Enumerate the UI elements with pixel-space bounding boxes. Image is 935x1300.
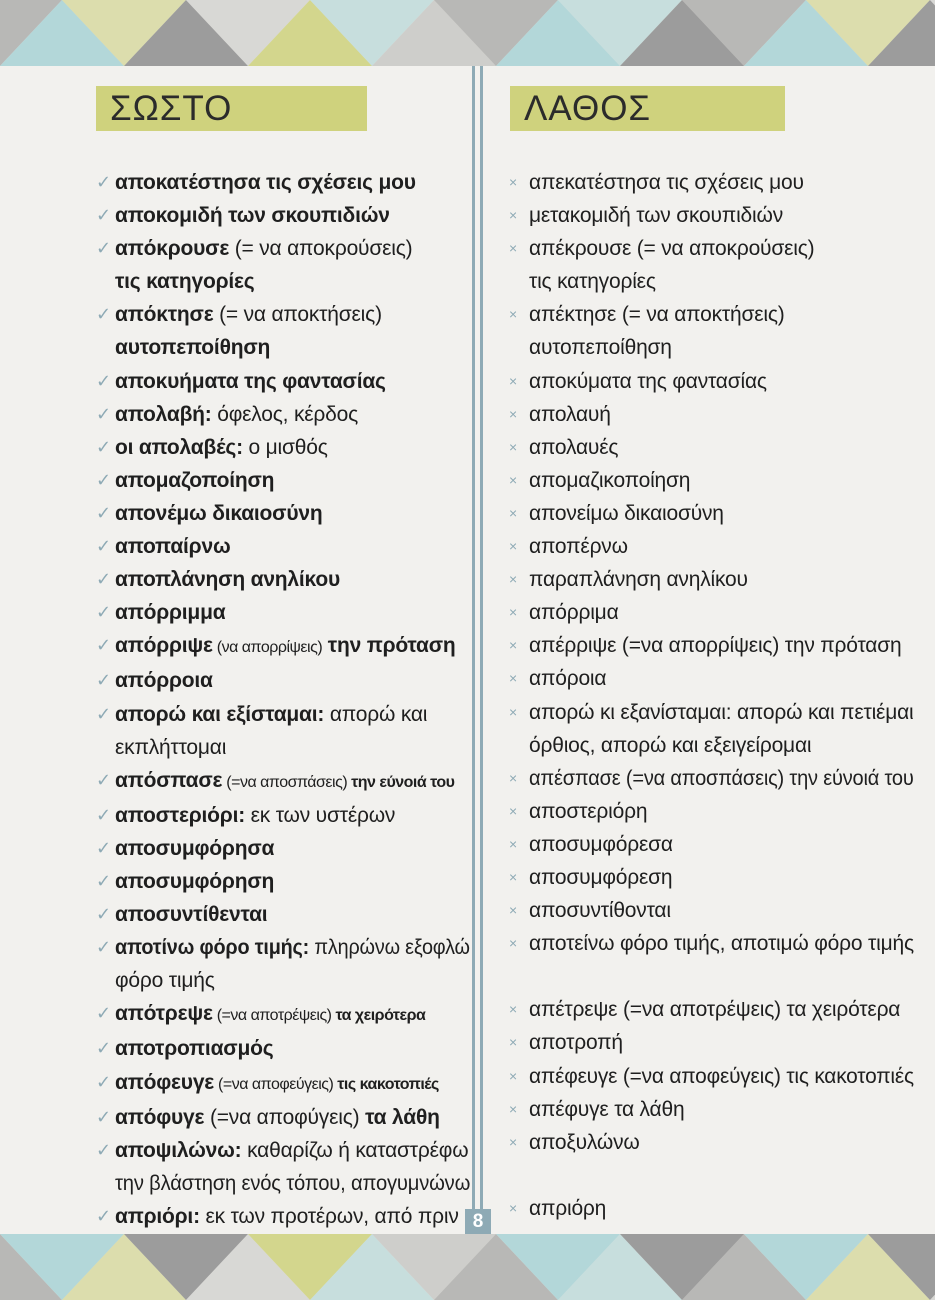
entry-line (529, 629, 914, 662)
entry-text: αποτείνω φόρο τιμής, αποτιμώ φόρο τιμής (529, 932, 914, 956)
check-icon: ✓ (96, 238, 111, 259)
list-item (504, 1126, 914, 1159)
entry-text: απέσπασε (=να αποσπάσεις) την εύνοιά του (529, 766, 914, 790)
term-text: απόκτησε (115, 303, 214, 327)
list-item (90, 563, 470, 596)
entry-text: απορώ και (324, 702, 428, 726)
entry-text: απριόρη (529, 1196, 607, 1220)
entry-line-continued (115, 331, 470, 364)
page-number: 8 (465, 1209, 491, 1235)
term-text: οι απολαβές: (115, 435, 243, 459)
x-mark-icon: × (509, 372, 517, 389)
list-item (90, 365, 470, 398)
entry-line (529, 696, 914, 729)
list-item (90, 799, 470, 832)
entry-line (115, 764, 470, 799)
entry-text: απορώ κι εξανίσταμαι: απορώ και πετιέμαι (529, 700, 914, 724)
entry-text: αποσυμφόρεση (529, 865, 673, 889)
check-icon: ✓ (96, 502, 111, 523)
entry-text: απέκτησε (= να αποκτήσεις) (529, 303, 785, 327)
list-item (90, 199, 470, 232)
entry-text: εκπλήττομαι (115, 735, 227, 759)
term-text: αποκομιδή των σκουπιδιών (115, 204, 390, 228)
list-item (90, 232, 470, 298)
term-text: απότρεψε (115, 1002, 213, 1026)
check-icon: ✓ (96, 670, 111, 691)
term-text: απόσπασε (115, 768, 223, 792)
triangle-pattern-bottom (0, 1234, 935, 1300)
entry-line (115, 997, 470, 1032)
check-icon: ✓ (96, 304, 111, 325)
entry-line (115, 898, 470, 931)
check-icon: ✓ (96, 205, 111, 226)
check-icon: ✓ (96, 569, 111, 590)
term-text: απόρριμμα (115, 601, 226, 625)
list-item (504, 696, 914, 762)
entry-line (529, 166, 914, 199)
list-item (504, 199, 914, 232)
entry-line (529, 232, 914, 265)
column-divider (472, 66, 484, 1234)
entry-text: απολαυές (529, 435, 619, 459)
x-mark-icon: × (509, 207, 517, 224)
term-text: απόφευγε (115, 1070, 215, 1094)
list-item (504, 861, 914, 894)
check-icon: ✓ (96, 635, 111, 656)
term-text: την εύνοιά του (351, 773, 455, 791)
x-mark-icon: × (509, 835, 517, 852)
entry-line (115, 497, 470, 530)
list-item (504, 563, 914, 596)
list-item (90, 530, 470, 563)
list-item (90, 997, 470, 1032)
list-item (504, 298, 914, 364)
entry-line (115, 865, 470, 898)
check-icon: ✓ (96, 1139, 111, 1160)
term-text: αποκατέστησα τις σχέσεις μου (115, 171, 416, 194)
list-item (90, 629, 470, 664)
term-text: απολαβή: (115, 402, 212, 426)
term-text: τις κακοτοπιές (333, 1075, 439, 1093)
x-mark-icon: × (509, 405, 517, 422)
x-mark-icon: × (509, 1133, 517, 1150)
bottom-decorative-band (0, 1234, 935, 1300)
list-item (90, 1066, 470, 1101)
list-item (90, 832, 470, 865)
entry-text: αποτροπή (529, 1031, 623, 1055)
x-mark-icon: × (509, 637, 517, 654)
list-item (504, 762, 914, 795)
list-item (90, 898, 470, 931)
list-item (90, 1134, 470, 1200)
x-mark-icon: × (509, 670, 517, 687)
entry-line (529, 1093, 914, 1126)
x-mark-icon: × (509, 306, 517, 323)
list-item (90, 664, 470, 697)
entry-line (115, 298, 470, 331)
list-item (504, 530, 914, 563)
entry-text: (= να αποκτήσεις) (213, 303, 382, 327)
list-item (504, 828, 914, 861)
list-item (90, 698, 470, 764)
x-mark-icon: × (509, 1034, 517, 1051)
list-item (504, 464, 914, 497)
x-mark-icon: × (509, 1067, 517, 1084)
entry-text: εκ των υστέρων (245, 803, 396, 827)
entry-line (529, 596, 914, 629)
entry-text: ο μισθός (242, 435, 328, 459)
entry-line-continued (115, 964, 470, 997)
entry-line (529, 795, 914, 828)
list-item (90, 431, 470, 464)
entry-line (529, 1026, 914, 1059)
x-mark-icon: × (509, 1100, 517, 1117)
list-item (504, 1026, 914, 1059)
entry-text: αυτοπεποίθηση (529, 336, 672, 360)
term-text: απόκρουσε (115, 237, 230, 261)
list-item (90, 931, 470, 997)
entry-line (115, 398, 470, 431)
term-text: αποκυήματα της φαντασίας (115, 369, 386, 393)
entry-text: (=να αποσπάσεις) (222, 773, 352, 791)
term-text: την πρόταση (322, 634, 456, 658)
term-text: αποπαίρνω (115, 535, 231, 559)
entry-text: απομαζικοποίηση (529, 468, 691, 492)
list-item (90, 596, 470, 629)
term-text: αποτίνω φόρο τιμής: (115, 936, 310, 960)
entry-text: αποστεριόρη (529, 799, 648, 823)
entry-line (115, 365, 470, 398)
entry-line (529, 927, 914, 960)
x-mark-icon: × (509, 504, 517, 521)
check-icon: ✓ (96, 1106, 111, 1127)
list-item (90, 1200, 470, 1233)
entry-text: αποκύματα της φαντασίας (529, 369, 767, 393)
x-mark-icon: × (509, 868, 517, 885)
list-item (90, 497, 470, 530)
list-item (504, 795, 914, 828)
entry-line-continued (529, 331, 914, 364)
entry-text: παραπλάνηση ανηλίκου (529, 568, 748, 592)
entry-line (115, 431, 470, 464)
term-text: απονέμω δικαιοσύνη (115, 501, 323, 525)
entry-line-continued (115, 265, 470, 298)
entry-line (529, 298, 914, 331)
entry-line (115, 1101, 470, 1134)
check-icon: ✓ (96, 1205, 111, 1226)
entry-text: αποξυλώνω (529, 1130, 640, 1154)
list-item (504, 431, 914, 464)
check-icon: ✓ (96, 1038, 111, 1059)
list-item (504, 596, 914, 629)
check-icon: ✓ (96, 436, 111, 457)
list-item (504, 927, 914, 960)
entry-text: (να απορρίψεις) (212, 639, 323, 657)
list-spacer (504, 1159, 914, 1192)
list-item (90, 1032, 470, 1065)
list-item (90, 464, 470, 497)
entry-line (529, 1192, 914, 1225)
check-icon: ✓ (96, 370, 111, 391)
entry-text: φόρο τιμής (115, 969, 215, 993)
entry-line (115, 931, 470, 964)
list-item (90, 865, 470, 898)
check-icon: ✓ (96, 769, 111, 790)
check-icon: ✓ (96, 904, 111, 925)
triangle-pattern-top (0, 0, 935, 66)
entry-text: (=να αποτρέψεις) (212, 1007, 332, 1025)
entry-line (529, 563, 914, 596)
entry-text: απέρριψε (=να απορρίψεις) την πρόταση (529, 634, 902, 658)
entry-line (115, 464, 470, 497)
entry-line (529, 199, 914, 232)
x-mark-icon: × (509, 538, 517, 555)
entry-line (529, 894, 914, 927)
entry-text: (= να αποκρούσεις) (229, 237, 413, 261)
entry-line (529, 861, 914, 894)
x-mark-icon: × (509, 438, 517, 455)
entry-text: την βλάστηση ενός τόπου, απογυμνώνω (115, 1171, 471, 1195)
check-icon: ✓ (96, 469, 111, 490)
entry-text: απόροια (529, 667, 607, 691)
entry-line (115, 1200, 470, 1233)
entry-line (115, 664, 470, 697)
check-icon: ✓ (96, 837, 111, 858)
top-decorative-band (0, 0, 935, 66)
entry-text: απεκατέστησα τις σχέσεις μου (529, 171, 804, 194)
entry-line-continued (529, 265, 914, 298)
list-item (504, 1093, 914, 1126)
check-icon: ✓ (96, 1071, 111, 1092)
correct-column (90, 86, 470, 1233)
divider-rail (472, 66, 475, 1234)
entry-text: καθαρίζω ή καταστρέφω (241, 1138, 469, 1162)
entry-line (115, 832, 470, 865)
list-item (90, 398, 470, 431)
entry-line (529, 365, 914, 398)
entry-text: απολαυή (529, 402, 611, 426)
term-text: τις κατηγορίες (115, 270, 255, 294)
check-icon: ✓ (96, 602, 111, 623)
term-text: απορώ και εξίσταμαι: (115, 702, 325, 726)
wrong-heading: ΛΑΘΟΣ (510, 86, 785, 131)
term-text: αποσυντίθενται (115, 903, 268, 927)
term-text: αποπλάνηση ανηλίκου (115, 568, 341, 592)
entry-text: (=να αποφεύγεις) (214, 1075, 334, 1093)
entry-line (529, 398, 914, 431)
entry-line (529, 828, 914, 861)
x-mark-icon: × (509, 935, 517, 952)
x-mark-icon: × (509, 471, 517, 488)
entry-line (529, 530, 914, 563)
entry-text: τις κατηγορίες (529, 270, 656, 294)
entry-line (115, 698, 470, 731)
entry-line-continued (115, 1167, 471, 1200)
term-text: τα λάθη (365, 1105, 440, 1129)
term-text: αποσυμφόρηση (115, 869, 275, 893)
entry-text: αποπέρνω (529, 535, 628, 559)
correct-heading: ΣΩΣΤΟ (96, 86, 367, 131)
entry-text: αποσυμφόρεσα (529, 832, 673, 856)
term-text: αποστεριόρι: (115, 803, 246, 827)
list-item (504, 1192, 914, 1225)
list-item (504, 398, 914, 431)
entry-line-continued (115, 731, 470, 764)
term-text: αυτοπεποίθηση (115, 336, 271, 360)
entry-text: (=να αποφύγεις) (204, 1105, 366, 1129)
entry-line (529, 497, 914, 530)
x-mark-icon: × (509, 703, 517, 720)
entry-text: μετακομιδή των σκουπιδιών (529, 204, 783, 228)
x-mark-icon: × (509, 1001, 517, 1018)
list-item (504, 894, 914, 927)
check-icon: ✓ (96, 1003, 111, 1024)
term-text: απριόρι: (115, 1204, 200, 1228)
check-icon: ✓ (96, 536, 111, 557)
entry-text: απέφευγε (=να αποφεύγεις) τις κακοτοπιές (529, 1064, 914, 1088)
term-text: απόφυγε (115, 1105, 205, 1129)
entry-text: απόρριμα (529, 601, 619, 625)
wrong-list (504, 166, 914, 1225)
check-icon: ✓ (96, 937, 111, 958)
list-item (504, 166, 914, 199)
list-item (504, 662, 914, 695)
entry-text: όφελος, κέρδος (211, 402, 359, 426)
entry-line-continued (529, 729, 914, 762)
term-text: τα χειρότερα (331, 1007, 426, 1025)
list-item (504, 232, 914, 298)
term-text: αποσυμφόρησα (115, 836, 275, 860)
x-mark-icon: × (509, 802, 517, 819)
list-item (90, 166, 470, 199)
entry-line (115, 799, 470, 832)
term-text: απόρριψε (115, 634, 213, 658)
x-mark-icon: × (509, 240, 517, 257)
x-mark-icon: × (509, 174, 517, 190)
x-mark-icon: × (509, 1199, 517, 1216)
entry-line (115, 232, 470, 265)
entry-text: απέτρεψε (=να αποτρέψεις) τα χειρότερα (529, 998, 901, 1022)
entry-text: αποσυντίθονται (529, 899, 671, 923)
entry-line (115, 629, 470, 664)
term-text: απόρροια (115, 669, 213, 693)
check-icon: ✓ (96, 703, 111, 724)
list-item (90, 764, 470, 799)
x-mark-icon: × (509, 571, 517, 588)
entry-text: απέκρουσε (= να αποκρούσεις) (529, 237, 815, 261)
entry-line (529, 762, 914, 795)
list-item (504, 365, 914, 398)
entry-line (115, 530, 470, 563)
entry-text: όρθιος, απορώ και εξειγείρομαι (529, 733, 812, 757)
entry-line (115, 166, 470, 199)
entry-line (115, 563, 470, 596)
term-text: απομαζοποίηση (115, 468, 275, 492)
entry-text: απέφυγε τα λάθη (529, 1097, 685, 1121)
term-text: αποψιλώνω: (115, 1138, 242, 1162)
entry-line (529, 993, 914, 1026)
entry-text: απονείμω δικαιοσύνη (529, 501, 724, 525)
entry-line (529, 1126, 914, 1159)
x-mark-icon: × (509, 604, 517, 621)
list-item (504, 993, 914, 1026)
entry-line (529, 431, 914, 464)
entry-line (115, 596, 470, 629)
divider-rail (480, 66, 483, 1234)
term-text: αποτροπιασμός (115, 1037, 274, 1061)
x-mark-icon: × (509, 902, 517, 919)
entry-line (529, 464, 914, 497)
entry-text: πληρώνω εξοφλώ (309, 936, 470, 960)
x-mark-icon: × (509, 769, 517, 786)
entry-line (115, 1066, 470, 1101)
entry-line (115, 199, 470, 232)
entry-line (115, 1134, 470, 1167)
correct-list (90, 166, 470, 1233)
list-spacer (504, 960, 914, 993)
entry-text: εκ των προτέρων, από πριν (199, 1204, 459, 1228)
list-item (504, 629, 914, 662)
entry-line (529, 1060, 912, 1093)
entry-line (115, 1032, 470, 1065)
check-icon: ✓ (96, 870, 111, 891)
check-icon: ✓ (96, 804, 111, 825)
check-icon: ✓ (96, 403, 111, 424)
list-item (90, 298, 470, 364)
list-item (504, 1060, 914, 1093)
wrong-column (504, 86, 914, 1225)
check-icon: ✓ (96, 172, 111, 192)
entry-line (529, 662, 914, 695)
list-item (504, 497, 914, 530)
list-item (90, 1101, 470, 1134)
